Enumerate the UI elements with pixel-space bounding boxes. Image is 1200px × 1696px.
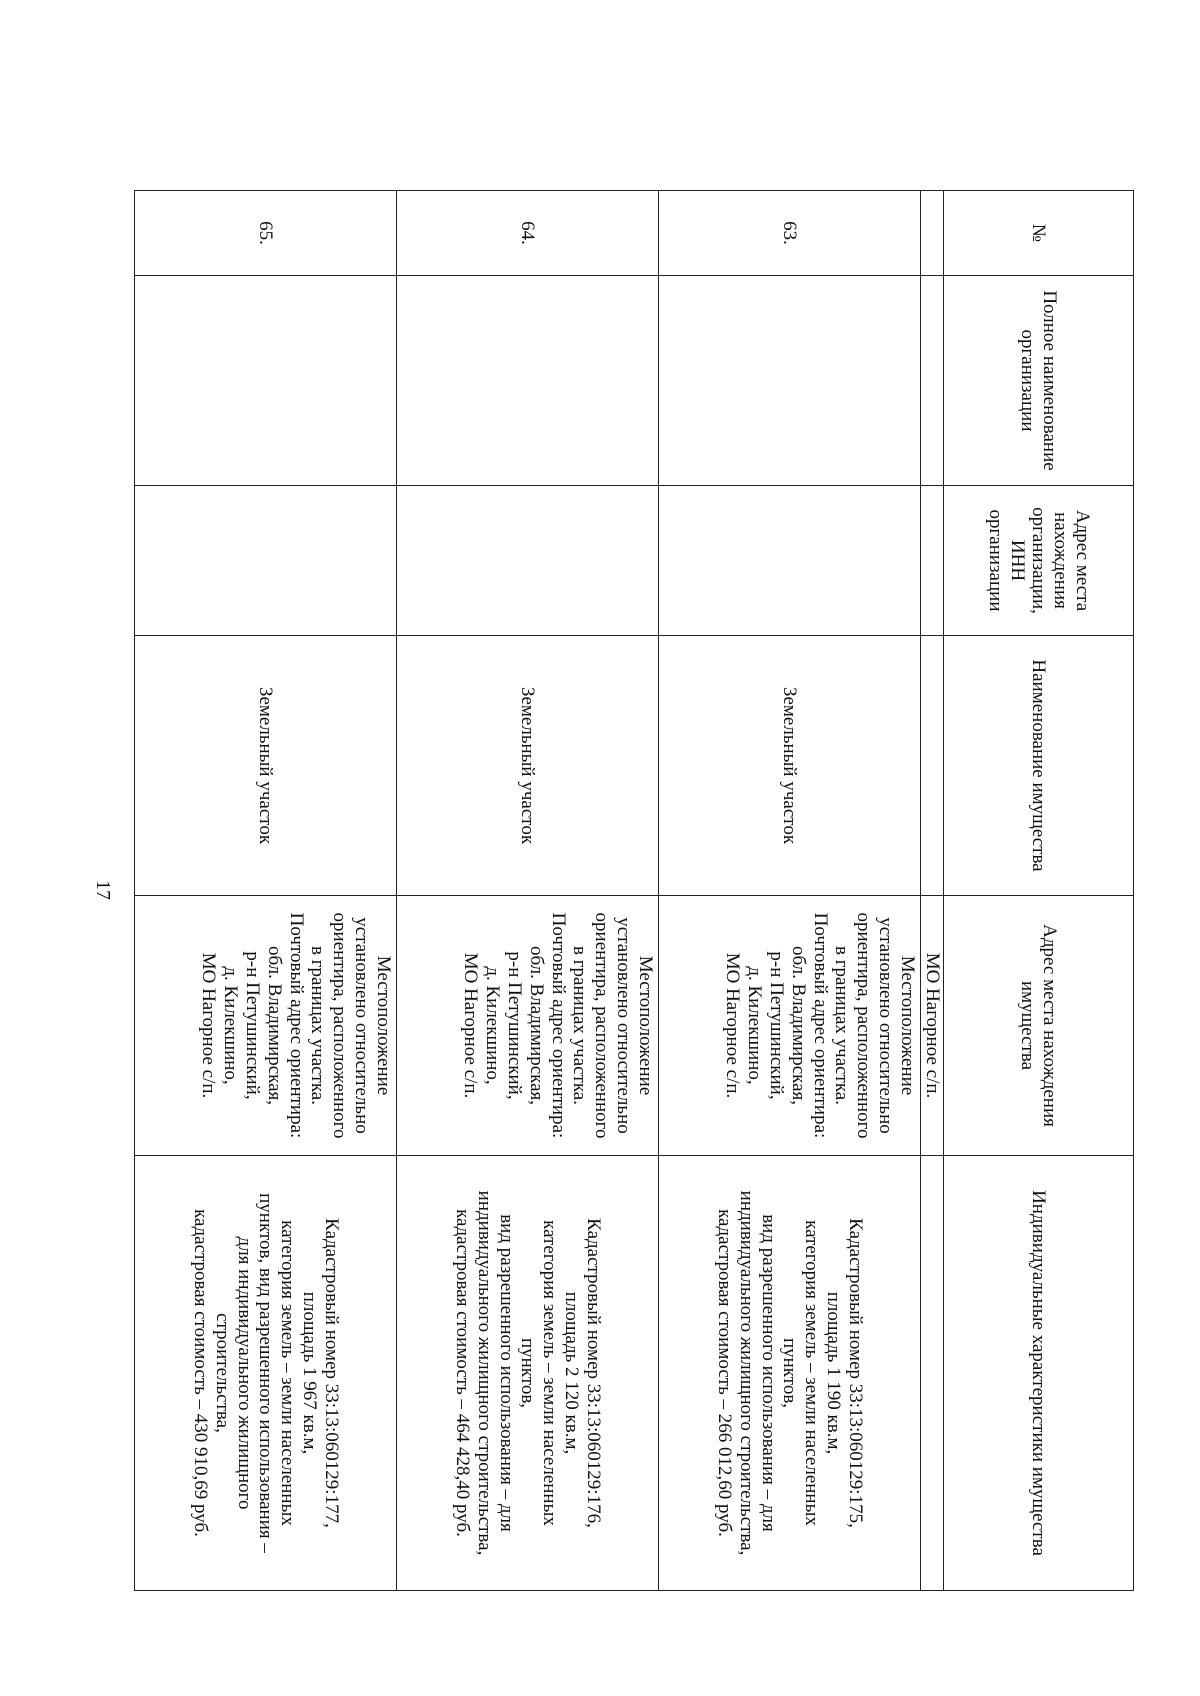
table-row [397,191,659,1591]
property-table [134,190,1134,1591]
address-line: в границах участка. [569,946,591,1105]
address-line: установлено относительно [351,917,373,1134]
details-line: площадь 1 190 кв.м, [823,1291,845,1455]
property-name: Земельный участок [135,636,397,896]
org-address [397,486,659,636]
details-line: Кадастровый номер 33:13:060129:175, [844,1218,866,1528]
row-number: 65. [135,191,397,276]
details-line: кадастровая стоимость – 266 012,60 руб. [713,1209,735,1537]
cell [920,276,943,486]
address-line: р-н Петушинский, [503,951,525,1100]
page-number: 17 [92,880,114,900]
details-line: пунктов, [779,1337,801,1409]
property-name: Земельный участок [397,636,659,896]
org-address [135,486,397,636]
address-line: в границах участка. [307,946,329,1105]
address-line: д. Килекшино, [482,966,504,1085]
row-number: 63. [659,191,921,276]
address-line: Почтовый адрес ориентира: [547,912,569,1139]
cell [920,191,943,276]
address-line: ориентира, расположенного [329,912,351,1139]
details-line: для индивидуального жилищного [233,1236,255,1510]
property-address [659,896,921,1156]
address-line: установлено относительно [875,917,897,1134]
cell [920,486,943,636]
org-name [397,276,659,486]
header-org-name: Полное наименование организации [944,276,1134,486]
org-name [135,276,397,486]
details-line: строительства, [211,1313,233,1433]
continuation-row [920,191,943,1591]
details-line: пунктов, вид разрешенного использования – [255,1193,277,1553]
address-line: МО Нагорное с/п. [722,952,744,1099]
org-name [659,276,921,486]
details-line: кадастровая стоимость – 430 910,69 руб. [189,1209,211,1537]
details-line: Кадастровый номер 33:13:060129:176, [582,1218,604,1528]
cell [920,1156,943,1591]
address-line: установлено относительно [613,917,635,1134]
details-line: вид разрешенного использования – для [495,1214,517,1532]
property-details [135,1156,397,1591]
property-details [659,1156,921,1591]
header-property-name: Наименование имущества [944,636,1134,896]
address-line: р-н Петушинский, [765,951,787,1100]
rotated-page [92,190,1134,1590]
address-line: в границах участка. [831,946,853,1105]
details-line: кадастровая стоимость – 464 428,40 руб. [451,1209,473,1537]
header-org-address: Адрес места нахождения организации, ИНН организации [944,486,1134,636]
details-line: Кадастровый номер 33:13:060129:177, [320,1218,342,1528]
address-line: Местоположение [635,955,656,1096]
address-line: Почтовый адрес ориентира: [809,912,831,1139]
details-line: площадь 1 967 кв.м, [299,1291,321,1455]
address-line: ориентира, расположенного [591,912,613,1139]
address-line: обл. Владимирская, [787,945,809,1106]
table-header-row [944,191,1134,1591]
property-address [135,896,397,1156]
details-line: индивидуального жилищного строительства, [473,1190,495,1556]
address-line: Местоположение [896,955,918,1096]
table-row [659,191,921,1591]
address-line: Местоположение [373,955,395,1096]
address-line: д. Килекшино, [220,966,242,1085]
row-number: 64. [397,191,659,276]
address-line: д. Килекшино, [744,966,766,1085]
continuation-address: МО Нагорное с/п. [920,896,943,1156]
details-line: категория земель – земли населенных [277,1220,299,1526]
address-line: обл. Владимирская, [525,945,547,1106]
table-row [135,191,397,1591]
address-line: р-н Петушинский, [241,951,263,1100]
header-number: № [944,191,1134,276]
details-line: категория земель – земли населенных [801,1220,823,1526]
property-address [397,896,659,1156]
details-line: пунктов, [517,1337,539,1409]
org-address [659,486,921,636]
address-line: Почтовый адрес ориентира: [285,912,307,1139]
property-details [397,1156,659,1591]
address-line: МО Нагорное с/п. [460,952,482,1099]
details-line: вид разрешенного использования – для [757,1214,779,1532]
address-line: МО Нагорное с/п. [198,952,220,1099]
details-line: индивидуального жилищного строительства, [735,1190,757,1556]
cell [920,636,943,896]
address-line: ориентира, расположенного [853,912,875,1139]
header-property-address: Адрес места нахождения имущества [944,896,1134,1156]
details-line: площадь 2 120 кв.м, [561,1291,583,1455]
header-property-details: Индивидуальные характеристики имущества [944,1156,1134,1591]
details-line: категория земель – земли населенных [539,1220,561,1526]
property-name: Земельный участок [659,636,921,896]
address-line: обл. Владимирская, [263,945,285,1106]
